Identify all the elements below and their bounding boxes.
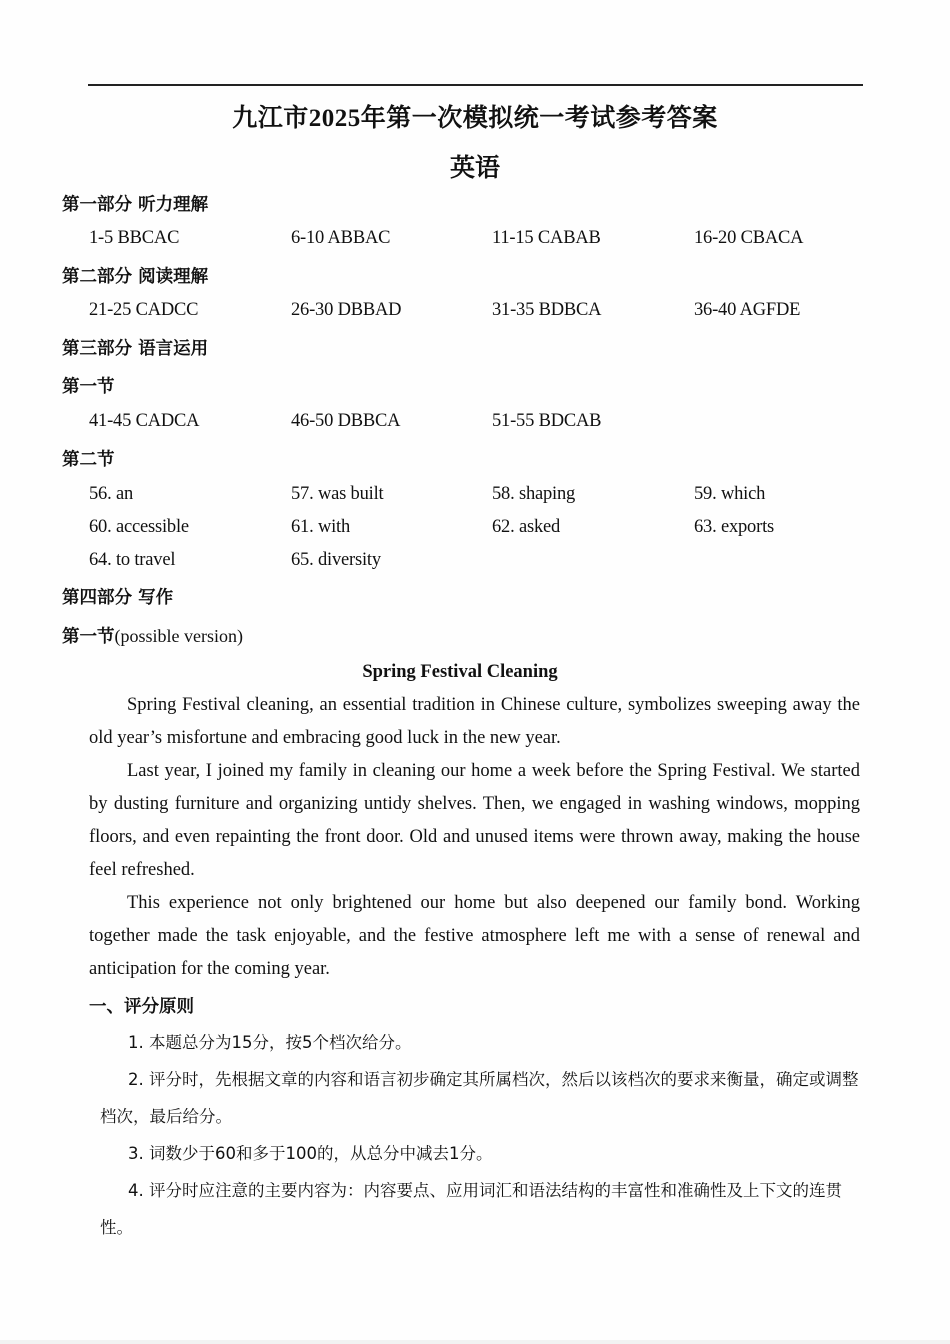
answer-group: 6-10 ABBAC	[291, 228, 391, 248]
answer-group: 1-5 BBCAC	[89, 228, 180, 248]
answer-group: 21-25 CADCC	[89, 300, 199, 320]
answer-item: 63. exports	[694, 517, 775, 537]
subject-title: 英语	[449, 155, 500, 182]
answer-item: 59. which	[694, 484, 766, 504]
answer-item: 65. diversity	[291, 550, 381, 570]
answer-group: 11-15 CABAB	[492, 228, 601, 248]
answer-group: 36-40 AGFDE	[694, 300, 801, 320]
answer-item: 61. with	[291, 517, 351, 537]
grading-rules	[100, 1024, 860, 1246]
grading-rule: 1. 本题总分为15分，按5个档次给分。	[128, 1033, 412, 1052]
section-label: 第一节	[62, 627, 115, 647]
answer-item: 58. shaping	[492, 484, 576, 504]
grading-rule: 4. 评分时应注意的主要内容为：内容要点、应用词汇和语法结构的丰富性和准确性及上下文的连贯性。	[100, 1181, 842, 1237]
answer-group: 31-35 BDBCA	[492, 300, 602, 320]
essay-paragraph: Last year, I joined my family in cleaning our home a week before the Spring Festival. We started by dusting furniture and organizing untidy shelves. Then, we engaged in washing windows, mopping floors, and even repainting the front door. Old and unused items were thrown away, making the house feel refreshed.	[89, 761, 860, 880]
header-rule	[88, 84, 863, 86]
possible-version-note: (possible version)	[114, 626, 243, 646]
answer-group: 26-30 DBBAD	[291, 300, 402, 320]
answer-group: 41-45 CADCA	[89, 411, 200, 431]
essay-paragraph: This experience not only brightened our home but also deepened our family bond. Working together made the task enjoyable, and the festive atmosphere left me with a sense of renewal and anticipation for the coming year.	[89, 893, 860, 979]
essay-title: Spring Festival Cleaning	[362, 662, 558, 682]
grading-rule: 2. 评分时，先根据文章的内容和语言初步确定其所属档次，然后以该档次的要求来衡量，确定或调整档次，最后给分。	[100, 1070, 859, 1126]
part3-heading: 第三部分 语言运用	[62, 339, 209, 359]
document-title: 九江市2025年第一次模拟统一考试参考答案	[232, 105, 718, 132]
answer-group: 16-20 CBACA	[694, 228, 804, 248]
part3-section2-heading: 第二节	[62, 450, 115, 470]
page-bottom-edge	[0, 1340, 950, 1344]
part4-heading: 第四部分 写作	[62, 588, 174, 608]
grading-heading: 一、评分原则	[89, 997, 194, 1017]
grading-rule: 3. 词数少于60和多于100的，从总分中减去1分。	[128, 1144, 493, 1163]
essay-paragraph: Spring Festival cleaning, an essential tradition in Chinese culture, symbolizes sweeping away the old year’s misfortune and embracing good luck in the new year.	[89, 695, 860, 748]
answer-item: 64. to travel	[89, 550, 176, 570]
part3-section1-heading: 第一节	[62, 377, 115, 397]
part1-heading: 第一部分 听力理解	[62, 195, 209, 215]
answer-item: 60. accessible	[89, 517, 189, 537]
answer-group: 51-55 BDCAB	[492, 411, 602, 431]
part2-heading: 第二部分 阅读理解	[62, 267, 209, 287]
essay-body	[89, 689, 860, 986]
answer-group: 46-50 DBBCA	[291, 411, 401, 431]
part4-section1-heading	[62, 623, 243, 648]
answer-item: 57. was built	[291, 484, 384, 504]
answer-item: 56. an	[89, 484, 134, 504]
answer-item: 62. asked	[492, 517, 561, 537]
